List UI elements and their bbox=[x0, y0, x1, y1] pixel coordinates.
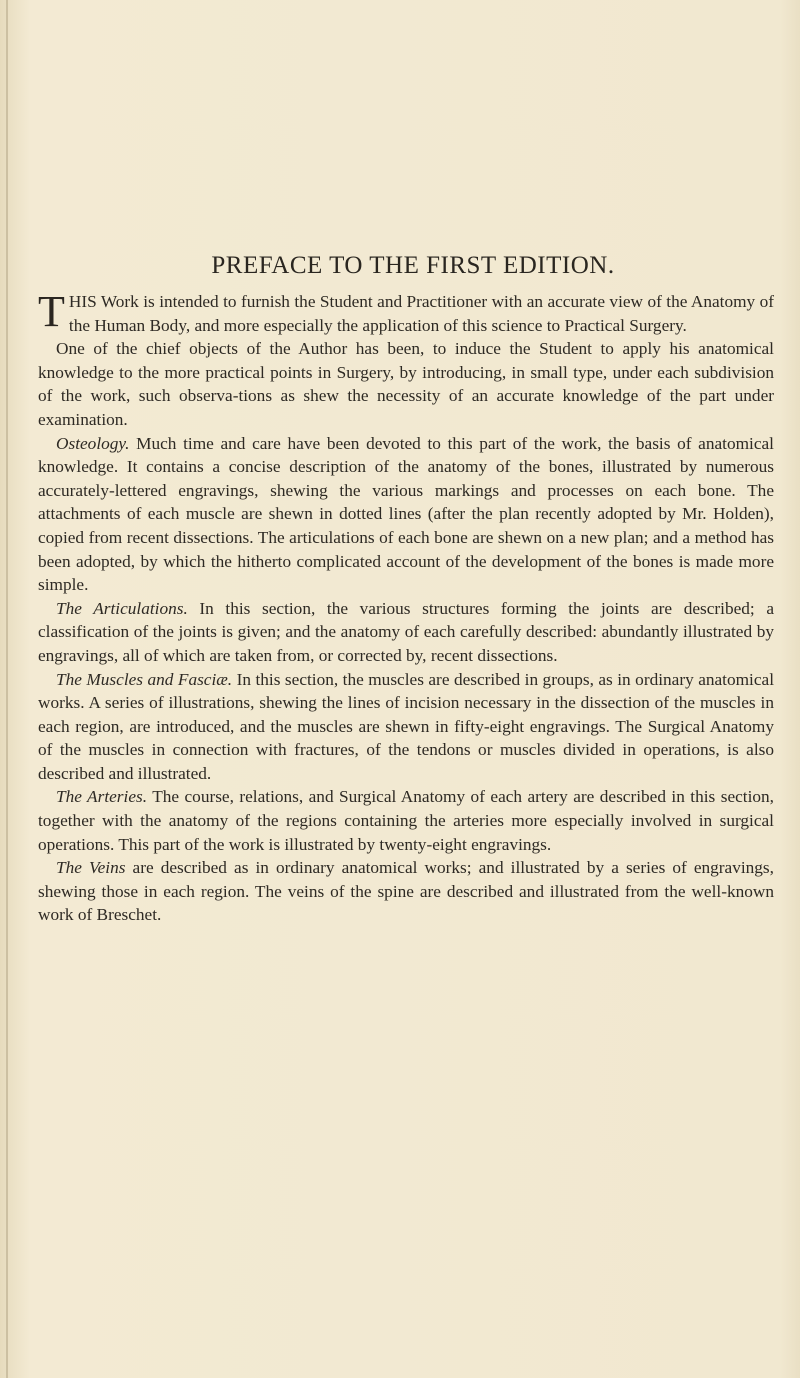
page-title: PREFACE TO THE FIRST EDITION. bbox=[211, 252, 615, 279]
section-lead-muscles: The Muscles and Fasciæ. bbox=[56, 669, 233, 689]
paragraph-text: In this section, the various structures forming the joints are described; a classification of the joints is given; and the anatomy of each carefully described: abundantly illustrated by engravings, all of which are taken from, or corrected by, recent dissections. bbox=[38, 598, 774, 665]
paragraph-intro bbox=[38, 287, 774, 337]
section-lead-articulations: The Articulations. bbox=[56, 598, 188, 618]
paragraph-text: HIS Work is intended to furnish the Student and Practitioner with an accurate view of the Anatomy of the Human Body, and more especially the application of this science to Practical Surgery. bbox=[68, 292, 774, 335]
section-lead-veins: The Veins bbox=[56, 858, 126, 878]
paragraph-objects bbox=[38, 337, 774, 431]
page-binding-edge bbox=[6, 0, 8, 1378]
paragraph-text: Much time and care have been devoted to this part of the work, the basis of anatomical knowledge. It contains a concise description of the anatomy of the bones, illustrated by numerous accurately-lettered engravings, shewing the various markings and processes on each bone. The attachments of each muscle are shewn in dotted lines (after the plan recently adopted by Mr. Holden), copied from recent dissections. The articulations of each bone are shewn on a new plan; and a method has been adopted, by which the hitherto complicated account of the development of the bones is made more simple. bbox=[38, 433, 774, 595]
paragraph-text: The course, relations, and Surgical Anatomy of each artery are described in this section, together with the anatomy of the regions containing the arteries more especially involved in surgical operations. This part of the work is illustrated by twenty-eight engravings. bbox=[38, 787, 774, 854]
paragraph-arteries bbox=[38, 785, 774, 856]
paragraph-articulations bbox=[38, 597, 774, 668]
paragraph-text: In this section, the muscles are described in groups, as in ordinary anatomical works. A series of illustrations, shewing the lines of incision necessary in the dissection of the muscles in each region, are introduced, and the muscles are shewn in fifty-eight engravings. The Surgical Anatomy of the muscles in connection with fractures, of the tendons or muscles divided in operations, is also described and illustrated. bbox=[38, 669, 774, 783]
drop-cap: T bbox=[38, 287, 65, 336]
paragraph-veins bbox=[38, 856, 774, 927]
paragraph-osteology bbox=[38, 432, 774, 597]
paragraph-text: One of the chief objects of the Author has been, to induce the Student to apply his anatomical knowledge to the more practical points in Surgery, by introducing, in small type, under each subdivision of the work, such observa-tions as shew the necessity of an accurate knowledge of the part under examination. bbox=[38, 339, 774, 429]
section-lead-arteries: The Arteries. bbox=[56, 787, 148, 807]
preface-body bbox=[38, 252, 774, 927]
paragraph-muscles bbox=[38, 668, 774, 786]
section-lead-osteology: Osteology. bbox=[56, 433, 130, 453]
paragraph-text: are described as in ordinary anatomical works; and illustrated by a series of engravings, shewing those in each region. The veins of the spine are described and illustrated from the well-known work of Breschet. bbox=[38, 858, 774, 925]
